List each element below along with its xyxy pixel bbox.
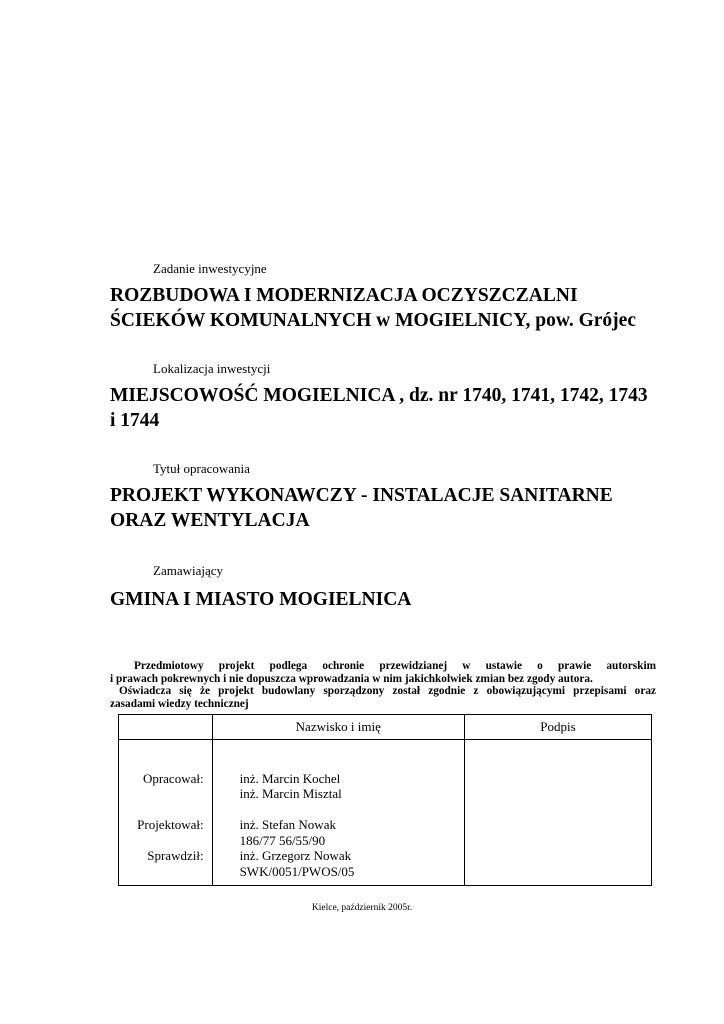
roles-cell (119, 740, 213, 886)
empty-header-cell (119, 715, 213, 740)
signature-header: Podpis (465, 715, 652, 740)
client-label: Zamawiający (153, 563, 224, 578)
checked-license: SWK/0051/PWOS/05 (239, 863, 355, 879)
client-title (110, 587, 670, 612)
title-line: ŚCIEKÓW KOMUNALNYCH w MOGIELNICY, pow. Grójec (110, 310, 636, 331)
notice-line: i prawach pokrewnych i nie dopuszcza wprowadzania w nim jakichkolwiek zmian bez zgody autora. (110, 672, 593, 685)
title-line: ORAZ WENTYLACJA (110, 510, 310, 531)
title-line: MIEJSCOWOŚĆ MOGIELNICA , dz. nr 1740, 1741, 1742, 1743 (110, 385, 648, 406)
checked-name: inż. Grzegorz Nowak (239, 848, 352, 863)
prepared-name-1: inż. Marcin Kochel (239, 770, 341, 786)
notice-line: zasadami wiedzy technicznej (110, 697, 249, 710)
role-prepared: Opracował: (142, 770, 204, 786)
copyright-notice (110, 660, 656, 710)
names-cell (212, 740, 464, 886)
role-designed: Projektował: (137, 817, 204, 832)
notice-line: Przedmiotowy projekt podlega ochronie przewidzianej w ustawie o prawie autorskim (134, 660, 656, 672)
title-line: i 1744 (110, 410, 160, 431)
designed-license: 186/77 56/55/90 (239, 832, 326, 848)
table-header-row (119, 715, 652, 740)
investment-task-title (110, 283, 670, 333)
place-date: Kielce, październik 2005r. (311, 903, 413, 913)
role-checked: Sprawdził: (147, 848, 204, 863)
name-header: Nazwisko i imię (212, 715, 464, 740)
title-line: GMINA I MIASTO MOGIELNICA (110, 589, 412, 610)
title-line: PROJEKT WYKONAWCZY - INSTALACJE SANITARNE (110, 485, 613, 506)
document-title-label: Tytuł opracowania (153, 461, 250, 476)
investment-task-label: Zadanie inwestycyjne (153, 261, 267, 276)
notice-line: Oświadcza się że projekt budowlany sporządzony został zgodnie z obowiązującymi przepisami oraz (119, 685, 656, 697)
document-title (110, 483, 670, 533)
signature-table (118, 714, 652, 886)
prepared-name-2: inż. Marcin Misztal (239, 786, 342, 801)
signature-cell (465, 740, 652, 886)
title-line: ROZBUDOWA I MODERNIZACJA OCZYSZCZALNI (110, 285, 578, 306)
location-label: Lokalizacja inwestycji (153, 361, 271, 376)
designed-name: inż. Stefan Nowak (239, 817, 336, 832)
location-title (110, 383, 670, 433)
table-row (119, 740, 652, 886)
